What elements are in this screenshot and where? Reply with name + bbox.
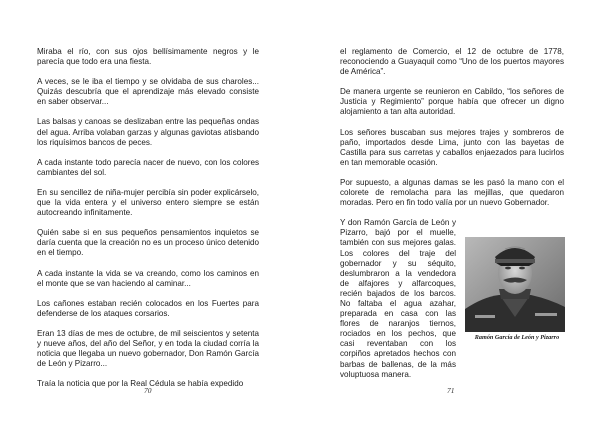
paragraph: A cada instante la vida se va creando, como los caminos en el monte que se van haciendo al caminar... [37, 268, 259, 288]
portrait-photo [465, 237, 565, 332]
paragraph: Los cañones estaban recién colocados en los Fuertes para defenderse de los ataques corsarios. [37, 298, 259, 318]
paragraph: Traía la noticia que por la Real Cédula se había expedido [37, 379, 244, 389]
paragraph: Miraba el río, con sus ojos bellísimamente negros y le parecía que todo era una fiesta. [37, 47, 259, 67]
paragraph: En su sencillez de niña-mujer percibía sin poder explicárselo, que la vida entera y el universo entero siempre se están autocreando infinitamente. [37, 187, 259, 218]
paragraph: A veces, se le iba el tiempo y se olvidaba de sus charoles... Quizás descubría que el aprendizaje más elevado consiste en saber observar... [37, 77, 259, 107]
paragraph: Eran 13 días de mes de octubre, de mil seiscientos y setenta y nueve años, del año del Señor, y en toda la ciudad corría la noticia que llegaba un nuevo gobernador, Don Ramón García de León y Pizarro... [37, 328, 259, 369]
paragraph: De manera urgente se reunieron en Cabildo, “los señores de Justicia y Regimiento” porque había que ofrecer un digno alojamiento a tan alta autoridad. [340, 87, 564, 117]
paragraph: Las balsas y canoas se deslizaban entre las pequeñas ondas del agua. Arriba volaban garzas y algunas gaviotas atisbando los riquísimos bancos de peces. [37, 117, 259, 147]
paragraph-wrapped: Y don Ramón García de León y Pizarro, bajó por el muelle, también con sus mejores galas. Los colores del traje del gobernador y su séquito, deslumbraron a la vendedora de alfajores y alfarcoques, recién bajados de los barcos. No faltaba el agua azahar, preparada en casa con las flores de naranjos tiernos, rociados en los pechos, que casi reventaban con los corpiños apretados hechos con barbas de ballenas, de la más voluptuosa manera. [340, 218, 456, 379]
paragraph: Los señores buscaban sus mejores trajes y sombreros de paño, importados desde Lima, junto con las bayetas de Castilla para sus carretas y caballos enjaezados para lucirlos en tan memorable ocasión. [340, 127, 564, 167]
paragraph: el reglamento de Comercio, el 12 de octubre de 1778, reconociendo a Guayaquil como “Uno de los puertos mayores de América”. [340, 47, 564, 77]
page-number: 70 [144, 386, 152, 395]
right-page [300, 0, 600, 425]
paragraph: A cada instante todo parecía nacer de nuevo, con los colores cambiantes del sol. [37, 157, 259, 177]
paragraph: Por supuesto, a algunas damas se les pasó la mano con el colorete de remolacha para las mejillas, que quedaron moradas. Pero en fin todo valía por un nuevo Gobernador. [340, 177, 564, 208]
page-number: 71 [447, 386, 455, 395]
left-page-text [37, 47, 259, 399]
portrait-image [465, 237, 565, 332]
photo-caption: Ramón García de León y Pizarro [474, 334, 560, 341]
paragraph: Quién sabe si en sus pequeños pensamientos inquietos se daría cuenta que la creación no es un proceso único detenido en el tiempo. [37, 228, 259, 258]
